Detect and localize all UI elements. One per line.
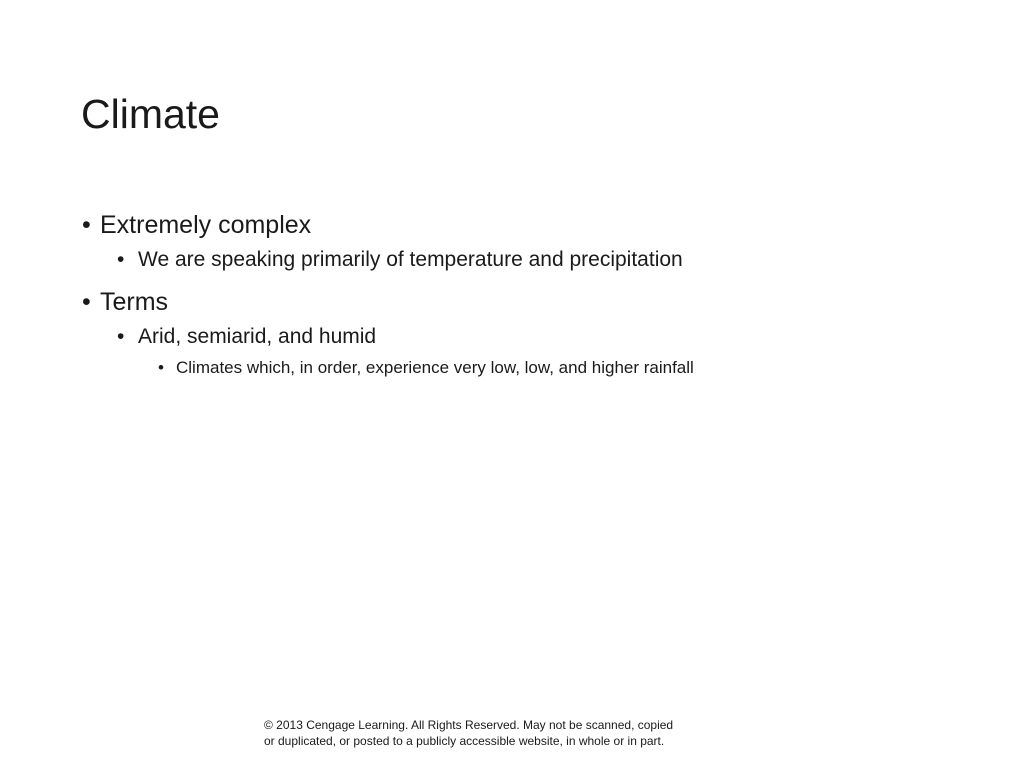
slide-title: Climate	[81, 91, 220, 137]
bullet-marker-icon: •	[158, 358, 164, 377]
bullet-marker-icon: •	[117, 325, 125, 348]
bullet-marker-icon: •	[117, 248, 125, 271]
bullet-text: Extremely complex	[100, 211, 312, 239]
bullet-level2-item	[117, 247, 683, 273]
bullet-marker-icon: •	[82, 211, 91, 239]
bullet-text: Climates which, in order, experience very low, low, and higher rainfall	[176, 358, 694, 377]
bullet-marker-icon: •	[82, 288, 91, 316]
copyright-footer	[264, 717, 734, 749]
bullet-level1-item	[82, 287, 168, 317]
copyright-line-1: © 2013 Cengage Learning. All Rights Reserved. May not be scanned, copied	[264, 718, 674, 732]
bullet-level2-item	[117, 324, 376, 350]
bullet-text: Arid, semiarid, and humid	[138, 325, 377, 348]
bullet-level1-item	[82, 210, 311, 240]
bullet-text: Terms	[100, 288, 169, 316]
bullet-level3-item	[158, 357, 694, 379]
bullet-text: We are speaking primarily of temperature and precipitation	[138, 248, 683, 271]
copyright-line-2: or duplicated, or posted to a publicly accessible website, in whole or in part.	[264, 734, 665, 748]
